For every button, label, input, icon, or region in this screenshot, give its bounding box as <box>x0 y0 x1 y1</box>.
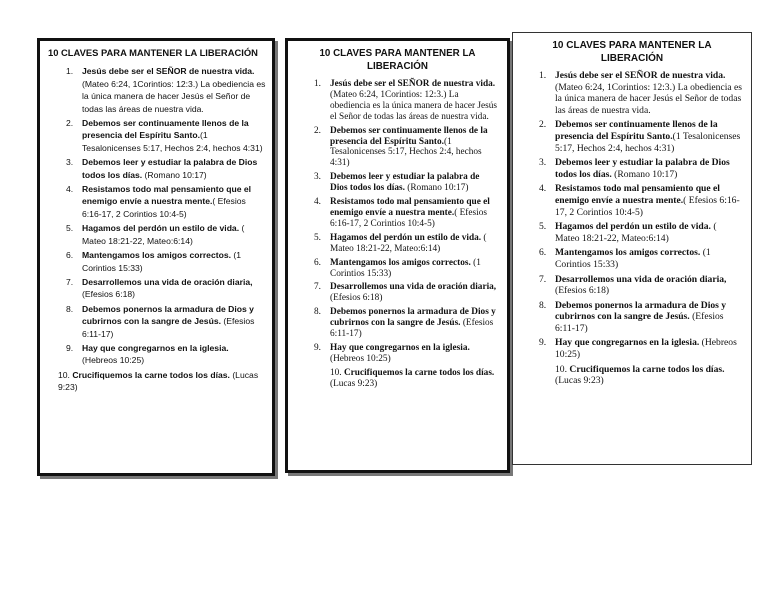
list-item <box>521 337 743 360</box>
list-item <box>521 300 743 335</box>
item-number: 7. <box>539 273 547 285</box>
item-heading: Debemos leer y estudiar la palabra de Dios todos los días. <box>82 157 258 180</box>
list-item <box>48 183 266 220</box>
list-item <box>296 233 499 255</box>
list-item <box>296 343 499 365</box>
item-number: 6. <box>66 250 74 261</box>
list-item <box>296 79 499 123</box>
item-number: 6. <box>539 247 547 259</box>
item-reference: (Romano 10:17) <box>404 183 469 194</box>
item-heading: Desarrollemos una vida de oración diaria, <box>330 282 497 293</box>
item-number: 5. <box>66 223 74 234</box>
item-heading: Hagamos del perdón un estilo de vida. <box>82 223 240 234</box>
item-reference: (Romano 10:17) <box>611 168 678 180</box>
item-heading: Crucifiquemos la carne todos los días. <box>343 367 495 378</box>
item-number: 2. <box>314 125 321 136</box>
keys-list <box>296 79 499 390</box>
list-item <box>521 70 743 116</box>
item-number: 3. <box>66 157 74 168</box>
item-heading: Debemos ponernos la armadura de Dios y cubrirnos con la sangre de Jesús. <box>555 299 727 323</box>
item-number: 7. <box>66 276 74 287</box>
list-item <box>521 183 743 218</box>
item-reference: (Efesios 6:18) <box>82 289 136 300</box>
list-item <box>521 221 743 244</box>
item-heading: Hagamos del perdón un estilo de vida. <box>330 232 482 243</box>
list-item <box>521 247 743 270</box>
item-reference: (Hebreos 10:25) <box>555 337 737 361</box>
item-reference: ( Efesios 6:16-17, 2 Corintios 10:4-5) <box>555 194 740 218</box>
bookmark-card-3 <box>512 32 752 465</box>
item-number: 8. <box>539 299 547 311</box>
list-item <box>48 342 266 367</box>
item-number: 9. <box>314 342 321 353</box>
item-heading: Debemos ser continuamente llenos de la presencia del Espíritu Santo. <box>82 118 249 141</box>
item-reference: ( Efesios 6:16-17, 2 Corintios 10:4-5) <box>330 207 487 229</box>
item-heading: Desarrollemos una vida de oración diaria, <box>555 273 727 285</box>
list-item <box>521 157 743 180</box>
item-number: 10. <box>555 363 567 375</box>
item-number: 3. <box>539 157 547 169</box>
item-reference: (Lucas 9:23) <box>555 375 604 387</box>
item-heading: Debemos leer y estudiar la palabra de Dios todos los días. <box>555 157 730 180</box>
card-title: 10 CLAVES PARA MANTENER LA LIBERACIÓN <box>552 40 712 64</box>
item-heading: Crucifiquemos la carne todos los días. <box>72 369 230 380</box>
item-reference: (Lucas 9:23) <box>330 378 378 389</box>
item-reference: (1 Tesalonicenses 5:17, Hechos 2:4, hechos 4:31) <box>555 130 741 154</box>
item-heading: Hay que congregarnos en la iglesia. <box>330 342 470 353</box>
item-reference: (Efesios 6:11-17) <box>330 318 494 340</box>
item-heading: Mantengamos los amigos correctos. <box>82 250 231 261</box>
item-number: 7. <box>314 282 321 293</box>
list-item <box>48 65 266 115</box>
item-heading: Resistamos todo mal pensamiento que el enemigo envíe a nuestra mente. <box>555 183 720 206</box>
list-item <box>296 197 499 230</box>
item-reference: (1 Corintios 15:33) <box>330 257 481 279</box>
item-reference: (Efesios 6:18) <box>330 293 383 304</box>
item-reference: (Efesios 6:11-17) <box>82 316 255 339</box>
item-reference: (1 Tesalonicenses 5:17, Hechos 2:4, hechos 4:31) <box>82 130 263 153</box>
item-reference: (Mateo 6:24, 1Corintios: 12:3.) La obediencia es la única manera de hacer Jesús el Señor de todas las áreas de nuestra vida. <box>555 81 743 116</box>
item-reference: ( Efesios 6:16-17, 2 Corintios 10:4-5) <box>82 196 246 219</box>
item-heading: Jesús debe ser el SEÑOR de nuestra vida. <box>330 79 496 89</box>
keys-list <box>521 70 743 387</box>
bookmark-card-2 <box>285 38 510 473</box>
list-item <box>521 119 743 154</box>
item-reference: (Efesios 6:18) <box>555 285 610 297</box>
item-number: 4. <box>66 184 74 195</box>
item-heading: Debemos ser continuamente llenos de la presencia del Espíritu Santo. <box>330 125 488 147</box>
item-heading: Hagamos del perdón un estilo de vida. <box>555 221 711 233</box>
item-reference: (Hebreos 10:25) <box>82 355 145 366</box>
item-reference: ( Mateo 18:21-22, Mateo:6:14) <box>330 232 487 254</box>
item-heading: Hay que congregarnos en la iglesia. <box>555 337 700 349</box>
item-heading: Hay que congregarnos en la iglesia. <box>82 342 229 353</box>
list-item <box>296 172 499 194</box>
item-number: 3. <box>314 172 321 183</box>
list-item <box>48 156 266 181</box>
item-heading: Mantengamos los amigos correctos. <box>555 247 701 259</box>
list-item <box>296 258 499 280</box>
list-item <box>48 276 266 301</box>
item-reference: (Hebreos 10:25) <box>330 353 391 364</box>
item-number: 4. <box>314 197 321 208</box>
item-reference: (1 Corintios 15:33) <box>82 250 242 273</box>
item-heading: Debemos leer y estudiar la palabra de Dios todos los días. <box>330 172 480 194</box>
item-number: 5. <box>314 232 321 243</box>
list-item <box>296 282 499 304</box>
item-heading: Mantengamos los amigos correctos. <box>330 257 471 268</box>
item-reference: ( Mateo 18:21-22, Mateo:6:14) <box>555 221 717 244</box>
bookmark-card-1 <box>37 38 275 476</box>
item-reference: ( Mateo 18:21-22, Mateo:6:14) <box>82 223 245 246</box>
list-item <box>48 222 266 247</box>
item-reference: (1 Corintios 15:33) <box>555 247 711 270</box>
card-title: 10 CLAVES PARA MANTENER LA LIBERACIÓN <box>48 47 258 58</box>
list-item <box>48 249 266 274</box>
item-heading: Jesús debe ser el SEÑOR de nuestra vida. <box>82 66 255 77</box>
item-number: 6. <box>314 257 321 268</box>
list-item <box>48 117 266 154</box>
item-number: 1. <box>66 66 74 77</box>
item-number: 10. <box>58 369 70 380</box>
list-item <box>296 126 499 170</box>
item-number: 5. <box>539 221 547 233</box>
item-number: 1. <box>314 79 321 89</box>
item-number: 4. <box>539 183 547 195</box>
list-item <box>48 369 266 394</box>
item-heading: Crucifiquemos la carne todos los días. <box>569 363 725 375</box>
item-heading: Resistamos todo mal pensamiento que el enemigo envíe a nuestra mente. <box>330 197 490 218</box>
item-heading: Debemos ser continuamente llenos de la presencia del Espíritu Santo. <box>555 119 718 142</box>
item-number: 9. <box>66 342 74 353</box>
item-number: 8. <box>314 307 321 318</box>
list-item <box>296 307 499 340</box>
item-heading: Debemos ponernos la armadura de Dios y cubrirnos con la sangre de Jesús. <box>82 303 254 327</box>
item-number: 1. <box>539 70 547 81</box>
card-title: 10 CLAVES PARA MANTENER LA LIBERACIÓN <box>319 48 476 72</box>
item-number: 8. <box>66 303 74 314</box>
item-heading: Resistamos todo mal pensamiento que el enemigo envíe a nuestra mente. <box>82 184 252 207</box>
item-number: 2. <box>539 119 547 131</box>
item-heading: Debemos ponernos la armadura de Dios y cubrirnos con la sangre de Jesús. <box>330 307 496 329</box>
keys-list <box>48 65 266 393</box>
item-number: 10. <box>330 367 342 378</box>
list-item <box>296 368 499 390</box>
item-heading: Jesús debe ser el SEÑOR de nuestra vida. <box>555 70 726 81</box>
item-reference: (1 Tesalonicenses 5:17, Hechos 2:4, hechos 4:31) <box>330 136 482 169</box>
item-number: 2. <box>66 118 74 129</box>
item-reference: (Efesios 6:11-17) <box>555 311 724 334</box>
item-heading: Desarrollemos una vida de oración diaria, <box>82 276 253 287</box>
item-reference: (Mateo 6:24, 1Corintios: 12:3.) La obediencia es la única manera de hacer Jesús el Señor de todas las áreas de nuestra vida. <box>330 89 498 122</box>
list-item <box>521 274 743 297</box>
list-item <box>48 303 266 340</box>
item-reference: (Mateo 6:24, 1Corintios: 12:3.) La obediencia es la única manera de hacer Jesús el Señor de todas las áreas de nuestra vida. <box>82 78 266 114</box>
list-item <box>521 364 743 387</box>
item-reference: (Romano 10:17) <box>142 169 207 180</box>
item-reference: (Lucas 9:23) <box>58 369 259 393</box>
item-number: 9. <box>539 337 547 349</box>
